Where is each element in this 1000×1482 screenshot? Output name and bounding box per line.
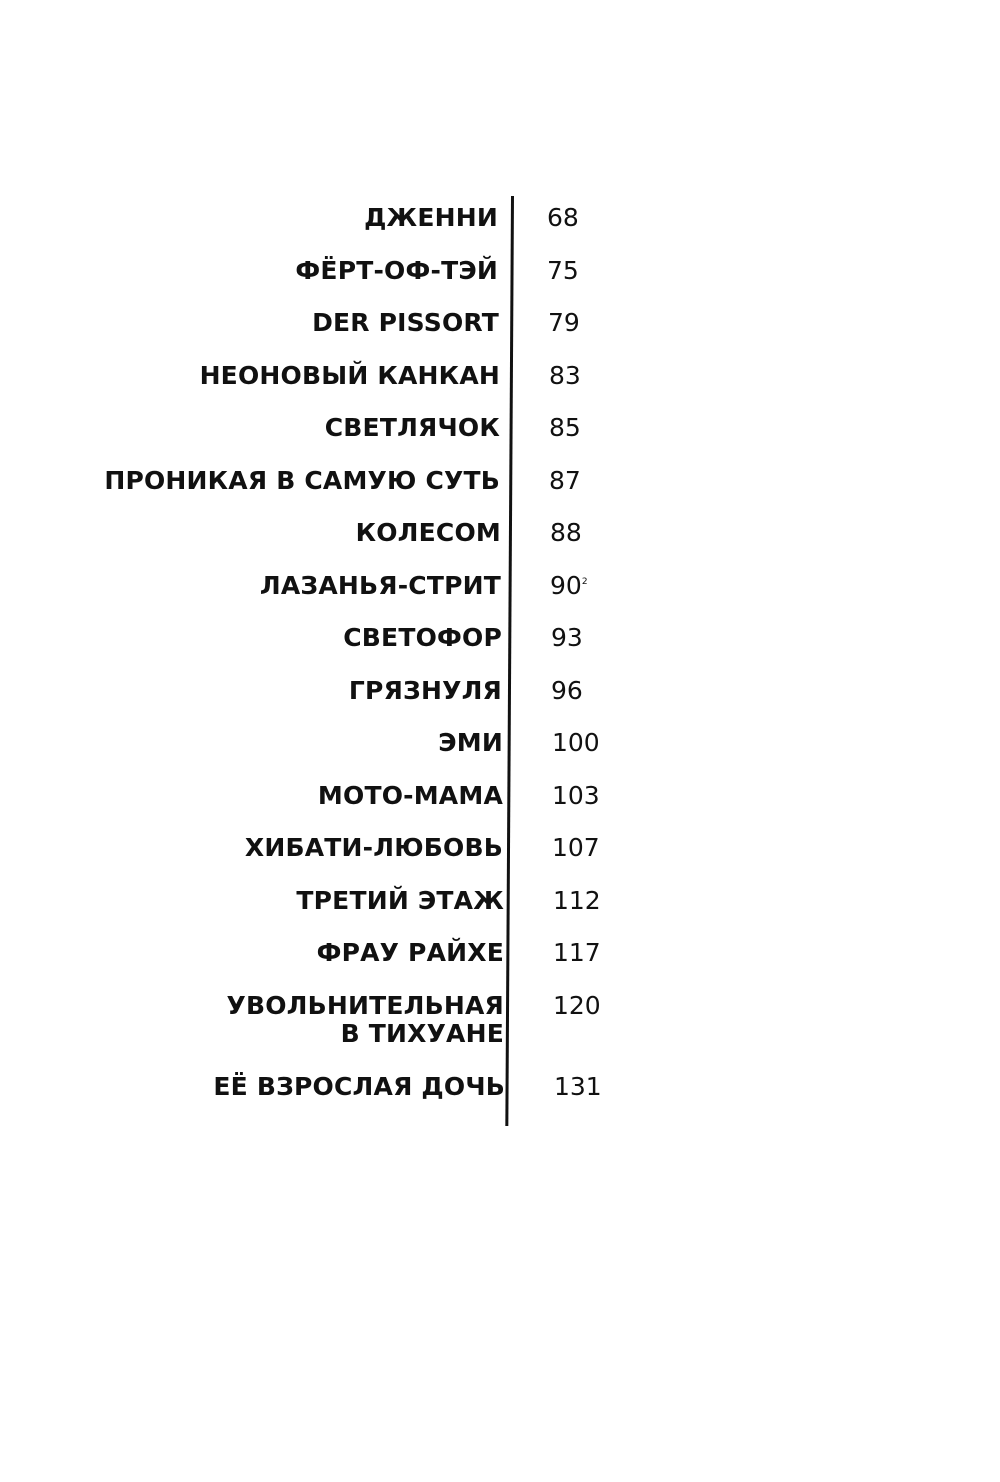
toc-entry bbox=[3, 721, 1000, 774]
toc-entry-page: 112 bbox=[553, 885, 601, 915]
toc-entry bbox=[4, 879, 1000, 932]
toc-entry-title: ФЁРТ-ОФ-ТЭЙ bbox=[295, 255, 498, 285]
toc-entry-page: 75 bbox=[547, 255, 579, 285]
toc-entry-title: СВЕТОФОР bbox=[343, 623, 502, 652]
toc-entry-page: 85 bbox=[549, 413, 581, 442]
toc-entry-title-line2: В ТИХУАНЕ bbox=[340, 1018, 504, 1048]
toc-entry-page-mark: 2 bbox=[581, 576, 588, 587]
toc-entry-title: НЕОНОВЫЙ КАНКАН bbox=[199, 360, 500, 390]
toc-entry bbox=[0, 354, 1000, 407]
toc-entry bbox=[1, 511, 1000, 564]
toc-entry-page: 83 bbox=[549, 360, 581, 390]
toc-entry-page: 103 bbox=[552, 780, 600, 810]
toc-entry-page: 93 bbox=[551, 623, 583, 652]
toc-entry-page: 117 bbox=[553, 938, 601, 967]
toc-entry-title: ПРОНИКАЯ В САМУЮ СУТЬ bbox=[104, 465, 500, 495]
toc-entry-title: ХИБАТИ-ЛЮБОВЬ bbox=[244, 833, 503, 862]
toc-entry bbox=[0, 459, 1000, 512]
toc-entry-title: ФРАУ РАЙХЕ bbox=[316, 938, 504, 967]
toc-entry bbox=[3, 826, 1000, 879]
toc-entry-title: ГРЯЗНУЛЯ bbox=[348, 675, 502, 705]
toc-entry bbox=[3, 774, 1000, 827]
toc-entry-title: ТРЕТИЙ ЭТАЖ bbox=[296, 885, 504, 915]
toc-entry-page: 100 bbox=[552, 728, 600, 757]
toc-entry-title: ЕЁ ВЗРОСЛАЯ ДОЧЬ bbox=[213, 1071, 505, 1101]
toc-entry bbox=[1, 564, 1000, 617]
toc-entry bbox=[4, 984, 1000, 1065]
toc-entry bbox=[2, 616, 1000, 669]
toc-entry-title: МОТО-МАМА bbox=[317, 780, 503, 810]
toc-entry bbox=[0, 301, 999, 354]
toc-entry bbox=[2, 669, 1000, 722]
toc-entry bbox=[0, 196, 998, 249]
toc-entry-title: DER PISSORT bbox=[312, 308, 499, 337]
toc-entry-title: ЛАЗАНЬЯ-СТРИТ bbox=[259, 570, 501, 600]
toc-entry bbox=[4, 931, 1000, 984]
toc-entry bbox=[5, 1065, 1000, 1118]
toc-entry-title: ЭМИ bbox=[438, 728, 503, 757]
toc-entry-page: 131 bbox=[554, 1071, 602, 1101]
toc-entry-page: 107 bbox=[552, 833, 600, 862]
toc-entry bbox=[0, 249, 998, 302]
toc-entry-page: 120 bbox=[553, 990, 601, 1020]
toc-entry-title bbox=[84, 992, 504, 1048]
toc-entry-title: КОЛЕСОМ bbox=[355, 518, 501, 547]
toc-entry-page: 88 bbox=[550, 518, 582, 547]
toc-entry-page: 87 bbox=[549, 465, 581, 495]
toc-entry-page-number: 90 bbox=[550, 570, 582, 600]
toc-entry-title-line1: УВОЛЬНИТЕЛЬНАЯ bbox=[226, 990, 504, 1020]
toc-entry bbox=[0, 406, 1000, 459]
toc-entry-page bbox=[550, 572, 588, 600]
toc-entry-page: 68 bbox=[547, 203, 579, 232]
toc-entry-page: 79 bbox=[548, 308, 580, 337]
toc-entry-title: ДЖЕННИ bbox=[364, 203, 498, 232]
toc-entry-title: СВЕТЛЯЧОК bbox=[324, 413, 500, 442]
toc-entry-page: 96 bbox=[551, 675, 583, 705]
table-of-contents bbox=[0, 196, 1000, 1117]
